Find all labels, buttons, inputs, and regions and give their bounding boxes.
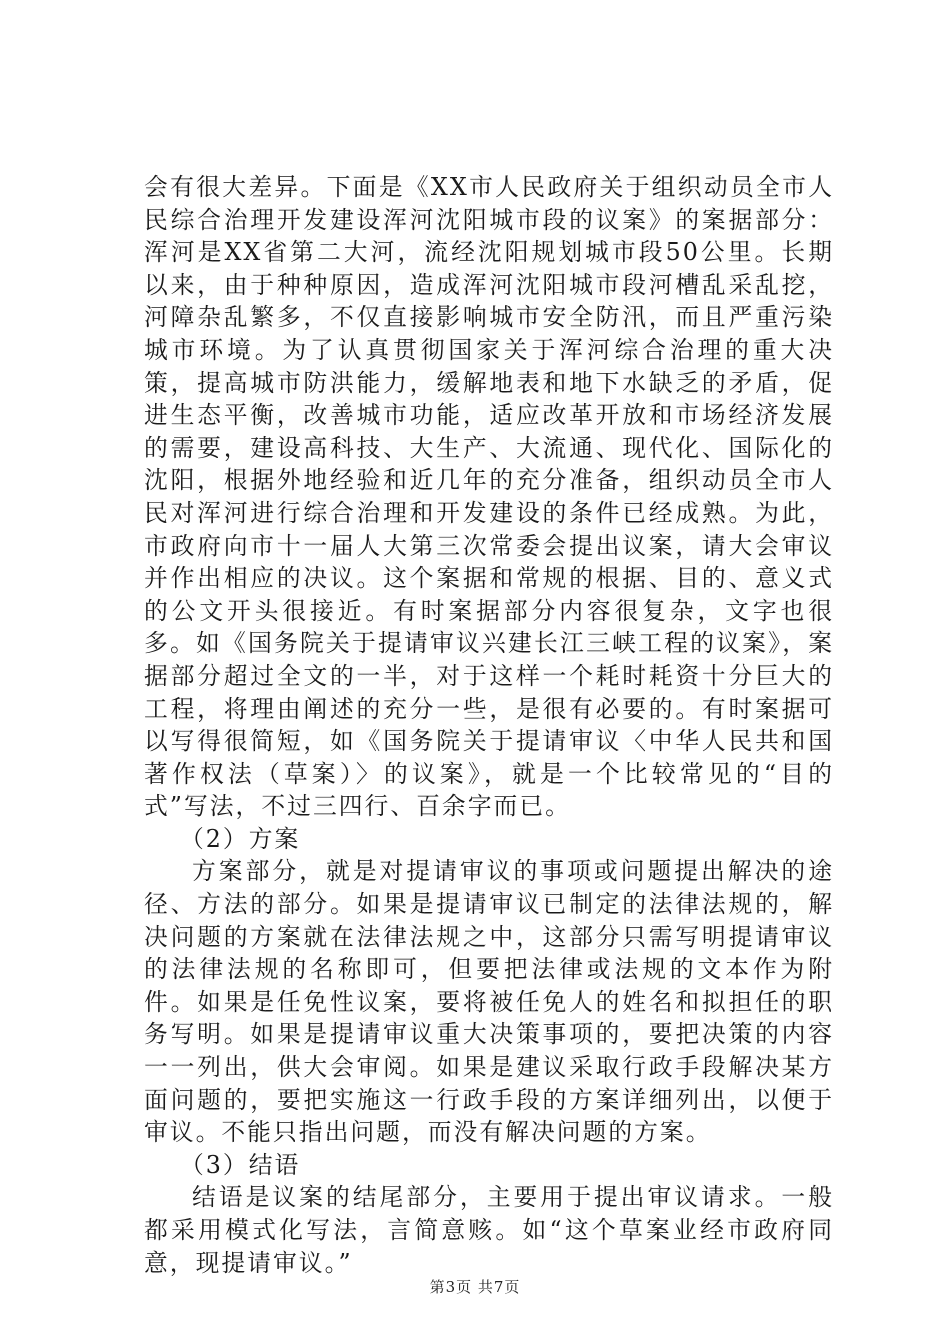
page-number-label: 第3页 共7页 [429, 1278, 521, 1296]
plan-paragraph: 方案部分，就是对提请审议的事项或问题提出解决的途径、方法的部分。如果是提请审议已制定的法律法规的，解决问题的方案就在法律法规之中，这部分只需写明提请审议的法律法规的名称即可，但要把法律或法规的文本作为附件。如果是任免性议案，要将被任免人的姓名和拟担任的职务写明。如果是提请审议重大决策事项的，要把决策的内容一一列出，供大会审阅。如果是建议采取行政手段解决某方面问题的，要把实施这一行政手段的方案详细列出，以便于审议。不能只指出问题，而没有解决问题的方案。 [144, 857, 834, 1147]
section-heading-plan: （2）方案 [180, 824, 301, 853]
document-body [144, 171, 834, 1279]
page-footer [0, 1276, 950, 1297]
case-basis-paragraph: 会有很大差异。下面是《XX市人民政府关于组织动员全市人民综合治理开发建设浑河沈阳城市段的议案》的案据部分：浑河是XX省第二大河，流经沈阳规划城市段50公里。长期以来，由于种种原因，造成浑河沈阳城市段河槽乱采乱挖，河障杂乱繁多，不仅直接影响城市安全防汛，而且严重污染城市环境。为了认真贯彻国家关于浑河综合治理的重大决策，提高城市防洪能力，缓解地表和地下水缺乏的矛盾，促进生态平衡，改善城市功能，适应改革开放和市场经济发展的需要，建设高科技、大生产、大流通、现代化、国际化的沈阳，根据外地经验和近几年的充分准备，组织动员全市人民对浑河进行综合治理和开发建设的条件已经成熟。为此，市政府向市十一届人大第三次常委会提出议案，请大会审议并作出相应的决议。这个案据和常规的根据、目的、意义式的公文开头很接近。有时案据部分内容很复杂，文字也很多。如《国务院关于提请审议兴建长江三峡工程的议案》，案据部分超过全文的一半，对于这样一个耗时耗资十分巨大的工程，将理由阐述的充分一些，是很有必要的。有时案据可以写得很简短，如《国务院关于提请审议〈中华人民共和国著作权法（草案）〉的议案》，就是一个比较常见的“目的式”写法，不过三四行、百余字而已。 [144, 173, 834, 821]
section-heading-conclusion: （3）结语 [180, 1150, 301, 1179]
conclusion-paragraph: 结语是议案的结尾部分，主要用于提出审议请求。一般都采用模式化写法，言简意赅。如“这个草案业经市政府同意，现提请审议。” [144, 1183, 834, 1277]
